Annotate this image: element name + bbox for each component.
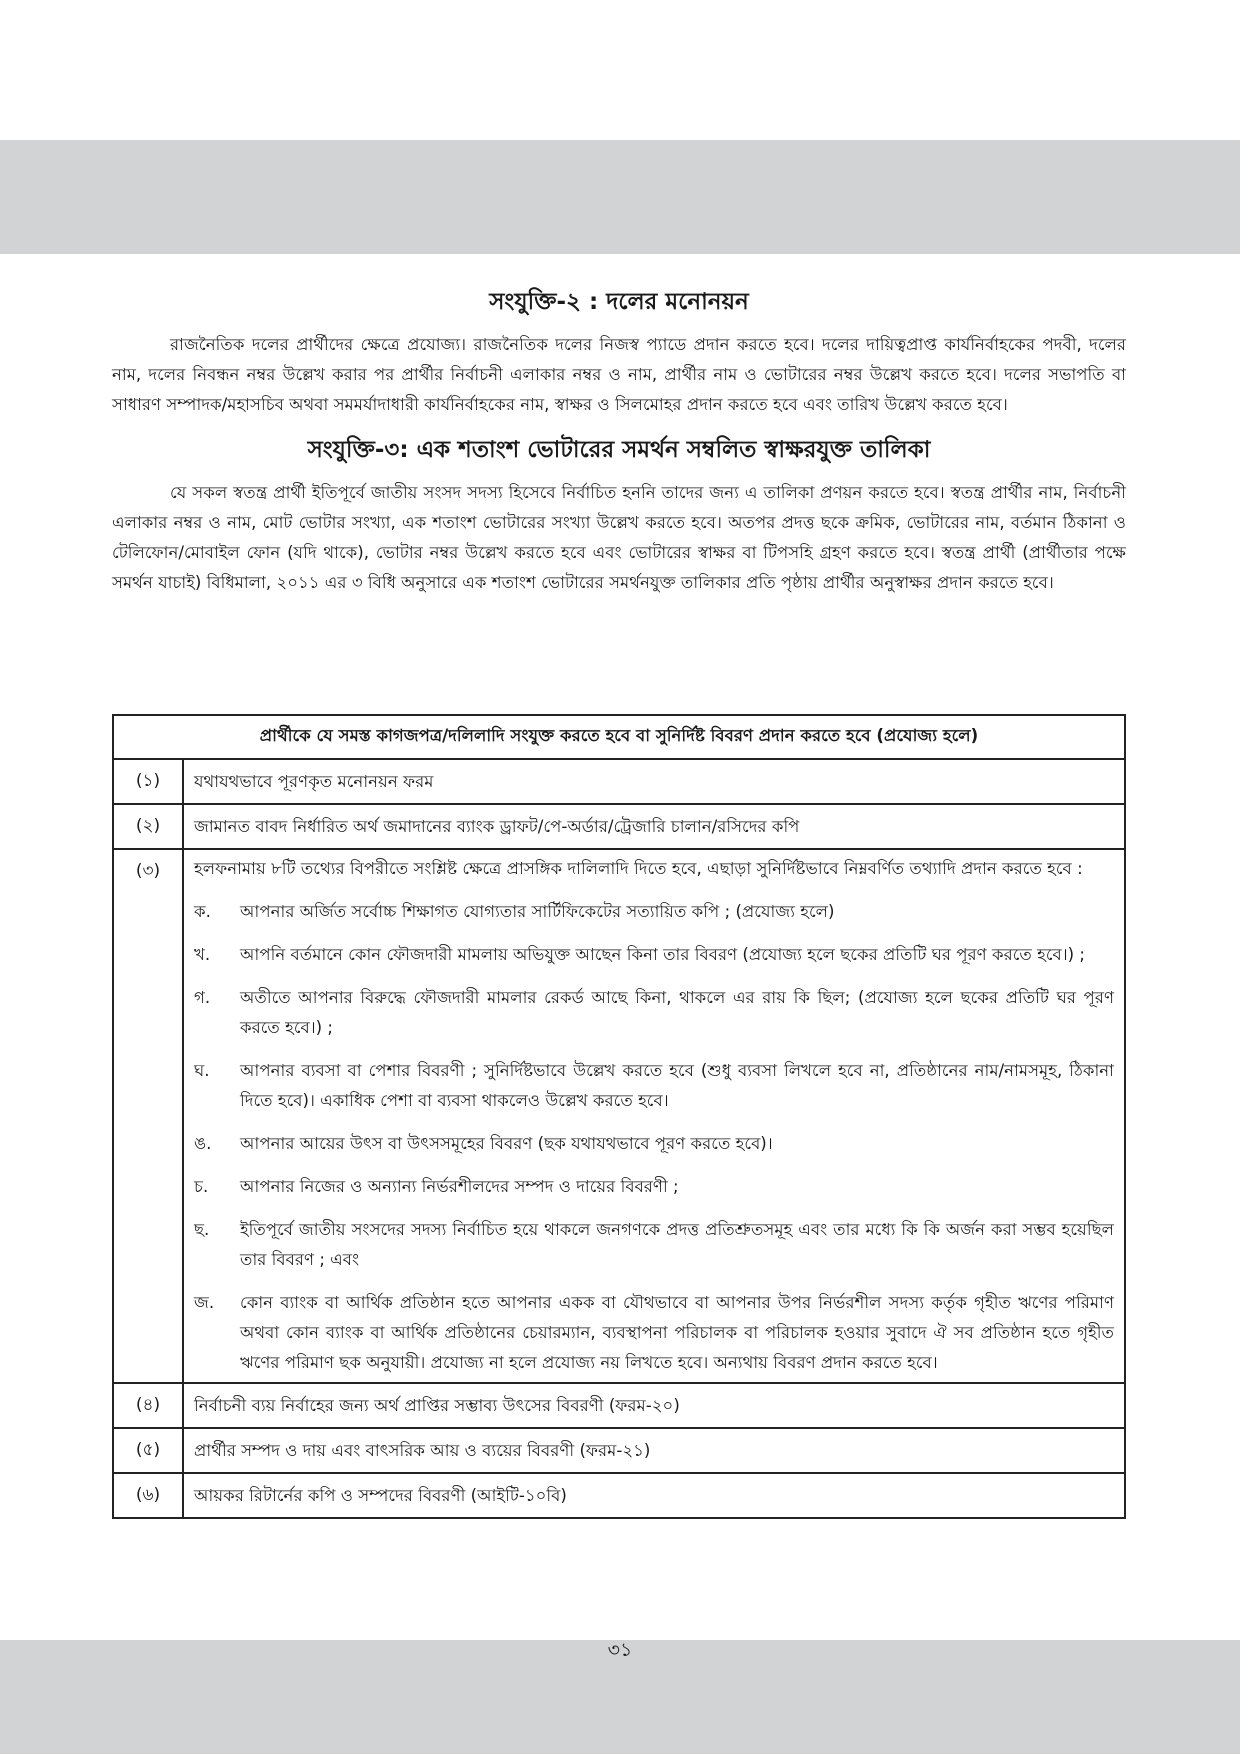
row-text: প্রার্থীর সম্পদ ও দায় এবং বাৎসরিক আয় ও ব্যয়ের বিবরণী (ফরম-২১) xyxy=(183,1428,1125,1473)
table-header-row xyxy=(113,715,1125,759)
list-item-text: আপনি বর্তমানে কোন ফৌজদারী মামলায় অভিযুক্ত আছেন কিনা তার বিবরণ (প্রযোজ্য হলে ছকের প্রতিটি ঘর পূরণ করতে হবে।) ; xyxy=(240,945,1086,964)
page-content xyxy=(112,280,1126,598)
list-item-text: ইতিপূর্বে জাতীয় সংসদের সদস্য নির্বাচিত হয়ে থাকলে জনগণকে প্রদত্ত প্রতিশ্রুতসমূহ এবং তার মধ্যে কি কি অর্জন করা সম্ভব হয়েছিল তার বিবরণ ; এবং xyxy=(240,1220,1114,1269)
list-item xyxy=(194,1288,1114,1378)
list-marker: ঙ. xyxy=(194,1134,212,1153)
annex-3-title: সংযুক্তি-৩: এক শতাংশ ভোটারের সমর্থন সম্বলিত স্বাক্ষরযুক্ত তালিকা xyxy=(307,437,931,463)
annex-3-body: যে সকল স্বতন্ত্র প্রার্থী ইতিপূর্বে জাতীয় সংসদ সদস্য হিসেবে নির্বাচিত হননি তাদের জন্য এ তালিকা প্রণয়ন করতে হবে। স্বতন্ত্র প্রার্থীর নাম, নির্বাচনী এলাকার নম্বর ও নাম, মোট ভোটার সংখ্যা, এক শতাংশ ভোটারের সংখ্যা উল্লেখ করতে হবে। অতপর প্রদত্ত ছকে ক্রমিক, ভোটারের নাম, বর্তমান ঠিকানা ও টেলিফোন/মোবাইল ফোন (যদি থাকে), ভোটার নম্বর উল্লেখ করতে হবে এবং ভোটারের স্বাক্ষর বা টিপসহি গ্রহণ করতে হবে। স্বতন্ত্র প্রার্থী (প্রার্থীতার পক্ষে সমর্থন যাচাই) বিধিমালা, ২০১১ এর ৩ বিধি অনুসারে এক শতাংশ ভোটারের সমর্থনযুক্ত তালিকার প্রতি পৃষ্ঠায় প্রার্থীর অনুস্বাক্ষর প্রদান করতে হবে। xyxy=(112,483,1126,592)
row-intro-text: হলফনামায় ৮টি তথ্যের বিপরীতে সংশ্লিষ্ট ক্ষেত্রে প্রাসঙ্গিক দালিলাদি দিতে হবে, এছাড়া সুনির্দিষ্টভাবে নিম্নবর্ণিত তথ্যাদি প্রদান করতে হবে : xyxy=(194,859,1083,878)
table-row xyxy=(113,1383,1125,1428)
row-number: (৫) xyxy=(113,1428,183,1473)
list-item-text: কোন ব্যাংক বা আর্থিক প্রতিষ্ঠান হতে আপনার একক বা যৌথভাবে বা আপনার উপর নির্ভরশীল সদস্য কর্তৃক গৃহীত ঋণের পরিমাণ অথবা কোন ব্যাংক বা আর্থিক প্রতিষ্ঠানের চেয়ারম্যান, ব্যবস্থাপনা পরিচালক বা পরিচালক হওয়ার সুবাদে ঐ সব প্রতিষ্ঠান হতে গৃহীত ঋণের পরিমাণ ছক অনুযায়ী। প্রযোজ্য না হলে প্রযোজ্য নয় লিখতে হবে। অন্যথায় বিবরণ প্রদান করতে হবে। xyxy=(240,1293,1114,1372)
list-item xyxy=(194,1056,1114,1116)
row-number: (১) xyxy=(113,759,183,804)
list-marker: ক. xyxy=(194,902,211,921)
list-marker: ছ. xyxy=(194,1220,210,1239)
list-item-text: আপনার আয়ের উৎস বা উৎসসমূহের বিবরণ (ছক যথাযথভাবে পূরণ করতে হবে)। xyxy=(240,1134,773,1153)
row-text xyxy=(183,849,1125,1383)
list-marker: খ. xyxy=(194,945,211,964)
list-marker: ঘ. xyxy=(194,1061,210,1080)
row-number: (২) xyxy=(113,804,183,849)
list-item xyxy=(194,983,1114,1043)
annex-2-body: রাজনৈতিক দলের প্রার্থীদের ক্ষেত্রে প্রযোজ্য। রাজনৈতিক দলের নিজস্ব প্যাডে প্রদান করতে হবে। দলের দায়িত্বপ্রাপ্ত কার্যনির্বাহকের পদবী, দলের নাম, দলের নিবন্ধন নম্বর উল্লেখ করার পর প্রার্থীর নির্বাচনী এলাকার নম্বর ও নাম, প্রার্থীর নাম ও ভোটারের নম্বর উল্লেখ করতে হবে। দলের সভাপতি বা সাধারণ সম্পাদক/মহাসচিব অথবা সমমর্যাদাধারী কার্যনির্বাহকের নাম, স্বাক্ষর ও সিলমোহর প্রদান করতে হবে এবং তারিখ উল্লেখ করতে হবে। xyxy=(112,335,1126,414)
table-row xyxy=(113,759,1125,804)
table-row xyxy=(113,804,1125,849)
list-item xyxy=(194,1129,1114,1159)
list-item-text: অতীতে আপনার বিরুদ্ধে ফৌজদারী মামলার রেকর্ড আছে কিনা, থাকলে এর রায় কি ছিল; (প্রযোজ্য হলে ছকের প্রতিটি ঘর পূরণ করতে হবে।) ; xyxy=(240,988,1114,1037)
annex-2-title: সংযুক্তি-২ : দলের মনোনয়ন xyxy=(489,289,749,315)
row-number: (৬) xyxy=(113,1473,183,1518)
list-marker: জ. xyxy=(194,1293,215,1312)
row-text: যথাযথভাবে পূরণকৃত মনোনয়ন ফরম xyxy=(183,759,1125,804)
row-number: (৪) xyxy=(113,1383,183,1428)
list-item xyxy=(194,897,1114,927)
list-marker: চ. xyxy=(194,1177,209,1196)
table-row xyxy=(113,1428,1125,1473)
list-item xyxy=(194,1215,1114,1275)
list-marker: গ. xyxy=(194,988,211,1007)
list-item-text: আপনার নিজের ও অন্যান্য নির্ভরশীলদের সম্পদ ও দায়ের বিবরণী ; xyxy=(240,1177,679,1196)
list-item xyxy=(194,940,1114,970)
table-header: প্রার্থীকে যে সমস্ত কাগজপত্র/দলিলাদি সংযুক্ত করতে হবে বা সুনির্দিষ্ট বিবরণ প্রদান করতে হবে (প্রযোজ্য হলে) xyxy=(113,715,1125,759)
row-text: আয়কর রিটার্নের কপি ও সম্পদের বিবরণী (আইটি-১০বি) xyxy=(183,1473,1125,1518)
header-band xyxy=(0,140,1240,254)
required-documents-table xyxy=(112,714,1126,1519)
row-text: নির্বাচনী ব্যয় নির্বাহের জন্য অর্থ প্রাপ্তির সম্ভাব্য উৎসের বিবরণী (ফরম-২০) xyxy=(183,1383,1125,1428)
row-text: জামানত বাবদ নির্ধারিত অর্থ জমাদানের ব্যাংক ড্রাফট/পে-অর্ডার/ট্রেজারি চালান/রসিদের কপি xyxy=(183,804,1125,849)
row-number: (৩) xyxy=(113,849,183,1383)
table-row xyxy=(113,849,1125,1383)
list-item-text: আপনার ব্যবসা বা পেশার বিবরণী ; সুনির্দিষ্টভাবে উল্লেখ করতে হবে (শুধু ব্যবসা লিখলে হবে না, প্রতিষ্ঠানের নাম/নামসমূহ, ঠিকানা দিতে হবে)। একাধিক পেশা বা ব্যবসা থাকলেও উল্লেখ করতে হবে। xyxy=(240,1061,1114,1110)
list-item-text: আপনার অর্জিত সর্বোচ্চ শিক্ষাগত যোগ্যতার সার্টিফিকেটের সত্যায়িত কপি ; (প্রযোজ্য হলে) xyxy=(240,902,835,921)
table-row xyxy=(113,1473,1125,1518)
page-number: ৩১ xyxy=(607,1639,633,1661)
list-item xyxy=(194,1172,1114,1202)
